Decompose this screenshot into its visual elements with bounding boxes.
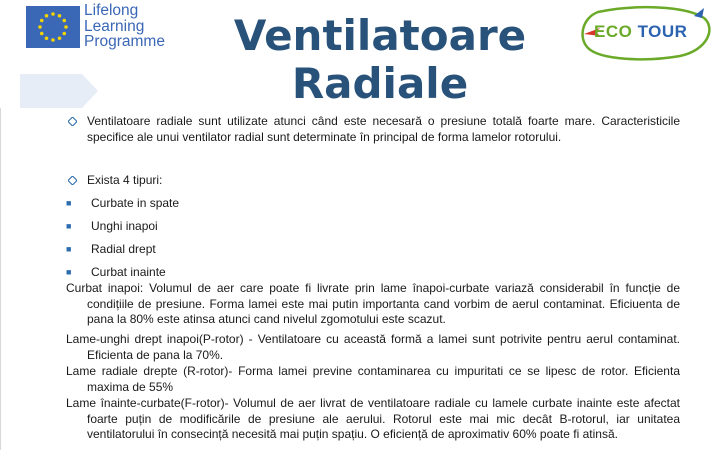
title-line-2: Radiale [291, 59, 469, 108]
eu-star-icon [58, 14, 62, 18]
square-bullet-icon: ■ [66, 267, 72, 277]
eu-star-icon [38, 25, 42, 29]
type-item: Radial drept [91, 242, 156, 256]
description-paragraph: Lame radiale drepte (R-rotor)- Forma lamei previne contaminarea cu impuritati ce se lipesc de rotor. Eficienta maxima de 55% [66, 364, 680, 394]
eu-star-icon [45, 14, 49, 18]
types-heading: Exista 4 tipuri: [87, 173, 163, 187]
eu-star-icon [40, 19, 44, 23]
title-line-1: Ventilatoare [233, 11, 527, 60]
eu-star-icon [58, 36, 62, 40]
eco-tour-text [594, 22, 704, 42]
description-paragraph: Curbat inapoi: Volumul de aer care poate fi livrate prin lame înapoi-curbate variază considerabil în funcție de condițiile de presiune. Forma lamei este mai putin importanta cand vorbim de aerul contaminat. Eficiuenta de pana la 80% este atinsa atunci cand nivelul zgomotului este scazut. [66, 281, 680, 326]
eco-logo-part1: ECO [594, 22, 633, 41]
type-item: Unghi inapoi [91, 219, 158, 233]
eu-flag-icon [26, 6, 80, 48]
diamond-bullet-icon [68, 117, 77, 126]
left-divider [0, 108, 1, 450]
eu-star-icon [62, 32, 66, 36]
type-item: Curbat inainte [91, 265, 166, 279]
type-item: Curbate in spate [91, 196, 180, 210]
eu-star-icon [51, 38, 55, 42]
square-bullet-icon: ■ [66, 198, 72, 208]
eu-star-icon [51, 12, 55, 16]
arrow-accent-icon [20, 74, 98, 108]
description-paragraph: Lame-unghi drept inapoi(P-rotor) - Ventilatoare cu această formă a lamei sunt potrivite pentru aerul contaminat. Eficienta de pana la 70%. [66, 332, 680, 362]
eu-logo-text: Lifelong Learning Programme [84, 2, 165, 50]
diamond-bullet-icon [68, 176, 77, 185]
page-title [200, 12, 560, 108]
eu-star-icon [40, 32, 44, 36]
eu-star-icon [62, 19, 66, 23]
eco-logo-part2: TOUR [637, 22, 688, 41]
description-paragraph: Lame înainte-curbate(F-rotor)- Volumul de aer livrat de ventilatoare radiale cu lamele curbate inainte este afectat foarte puțin de modificările de presiune ale aerului. Rotorul este mai mic decât B-rotorul, iar unitatea ventilatorului în consecință necesită mai puțin spațiu. O eficiență de aproximativ 60% poate fi atinsă. [66, 396, 680, 441]
square-bullet-icon: ■ [66, 221, 72, 231]
eu-star-icon [45, 36, 49, 40]
eu-star-icon [64, 25, 68, 29]
square-bullet-icon: ■ [66, 244, 72, 254]
intro-paragraph: Ventilatoare radiale sunt utilizate atunci când este necesară o presiune totală foarte mare. Caracteristicile specifice ale unui ventilator radial sunt determinate în principal de forma lamelor rotorului. [87, 114, 680, 144]
